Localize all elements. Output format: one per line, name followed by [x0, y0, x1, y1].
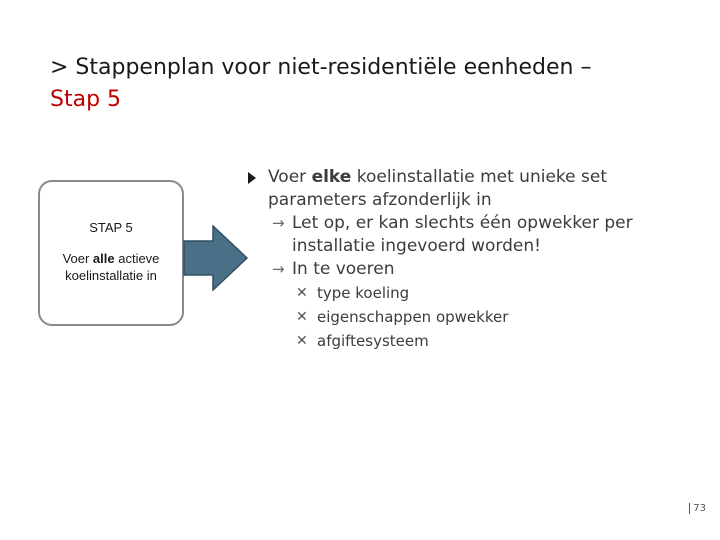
slide-title	[50, 52, 700, 116]
step-box	[38, 180, 184, 326]
title-line-2: Stap 5	[50, 87, 122, 112]
bullet-text-after: koelinstallatie met unieke set parameters afzonderlijk in	[268, 167, 607, 210]
triangle-right-icon	[248, 172, 256, 184]
list-item	[248, 281, 688, 305]
step-desc-before: Voer	[62, 251, 93, 266]
step-desc-bold: alle	[92, 251, 115, 266]
arrow-right-icon: →	[272, 214, 285, 232]
sub-bullet-item	[248, 258, 688, 281]
cross-icon: ✕	[296, 333, 308, 349]
list-item-text: afgiftesysteem	[317, 332, 429, 350]
bullet-text-bold: elke	[311, 167, 352, 187]
bullet-text-before: Voer	[268, 167, 312, 187]
sub-bullet-item	[248, 212, 688, 258]
right-arrow-icon	[183, 225, 249, 291]
list-item-text: type koeling	[317, 284, 410, 302]
page-number: 73	[689, 503, 706, 514]
step-desc-after: actieve koelinstallatie in	[65, 251, 160, 283]
sub-bullet-text-1: Let op, er kan slechts één opwekker per installatie ingevoerd worden!	[292, 213, 633, 256]
list-item-text: eigenschappen opwekker	[317, 308, 509, 326]
list-item	[248, 305, 688, 329]
title-line-1: > Stappenplan voor niet-residentiële eenheden –	[50, 55, 592, 80]
cross-icon: ✕	[296, 285, 308, 301]
cross-icon: ✕	[296, 309, 308, 325]
step-label: STAP 5	[89, 220, 133, 235]
list-item	[248, 329, 688, 353]
bullet-item	[248, 166, 688, 212]
step-description	[46, 250, 176, 284]
sub-bullet-text-2: In te voeren	[292, 259, 395, 279]
content-list	[248, 166, 688, 353]
arrow-right-icon: →	[272, 260, 285, 278]
